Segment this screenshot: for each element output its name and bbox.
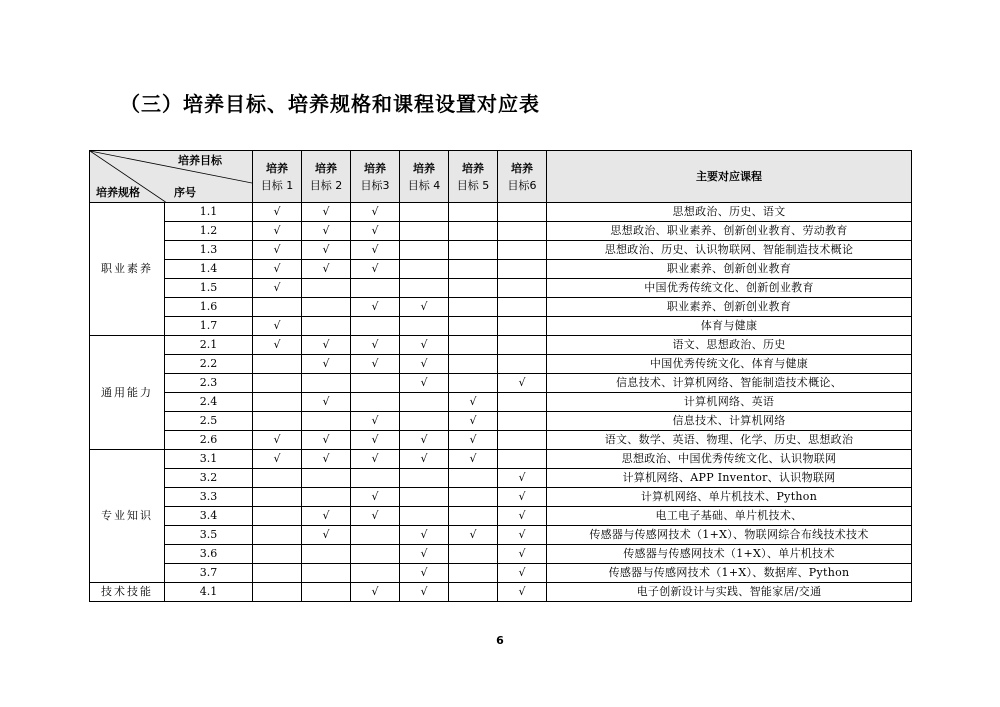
goal-header-6: 培养 目标6 [498,151,547,203]
check-mark: √ [302,450,351,469]
check-mark: √ [498,507,547,526]
table-row [90,298,912,317]
check-mark: √ [351,583,400,602]
empty-goal-cell [253,393,302,412]
table-row [90,469,912,488]
spec-group-label: 专业知识 [90,450,165,583]
empty-goal-cell [449,298,498,317]
row-number: 3.7 [165,564,253,583]
row-number: 3.1 [165,450,253,469]
main-courses-header: 主要对应课程 [547,151,912,203]
empty-goal-cell [498,450,547,469]
check-mark: √ [253,336,302,355]
row-number: 1.3 [165,241,253,260]
table-row [90,317,912,336]
empty-goal-cell [302,564,351,583]
empty-goal-cell [253,583,302,602]
page-number: 6 [496,634,504,647]
check-mark: √ [302,507,351,526]
table-row [90,526,912,545]
table-row [90,241,912,260]
main-courses-cell: 语文、思想政治、历史 [547,336,912,355]
empty-goal-cell [400,488,449,507]
main-courses-cell: 计算机网络、APP Inventor、认识物联网 [547,469,912,488]
empty-goal-cell [449,374,498,393]
row-number: 3.5 [165,526,253,545]
row-number: 2.2 [165,355,253,374]
check-mark: √ [498,488,547,507]
empty-goal-cell [498,298,547,317]
empty-goal-cell [498,412,547,431]
goals-courses-table [89,150,912,602]
empty-goal-cell [400,260,449,279]
main-courses-cell: 体育与健康 [547,317,912,336]
check-mark: √ [498,564,547,583]
table-row [90,355,912,374]
main-courses-cell: 语文、数学、英语、物理、化学、历史、思想政治 [547,431,912,450]
check-mark: √ [400,431,449,450]
empty-goal-cell [302,412,351,431]
empty-goal-cell [498,317,547,336]
check-mark: √ [351,412,400,431]
main-courses-cell: 思想政治、职业素养、创新创业教育、劳动教育 [547,222,912,241]
empty-goal-cell [449,260,498,279]
check-mark: √ [253,317,302,336]
row-number: 1.4 [165,260,253,279]
section-title: （三）培养目标、培养规格和课程设置对应表 [120,92,540,116]
main-courses-cell: 中国优秀传统文化、体育与健康 [547,355,912,374]
empty-goal-cell [351,374,400,393]
table-row [90,431,912,450]
check-mark: √ [351,260,400,279]
check-mark: √ [498,469,547,488]
row-number: 3.4 [165,507,253,526]
empty-goal-cell [449,469,498,488]
empty-goal-cell [498,203,547,222]
table-row [90,260,912,279]
main-courses-cell: 传感器与传感网技术（1+X）、数据库、Python [547,564,912,583]
check-mark: √ [302,241,351,260]
empty-goal-cell [449,488,498,507]
table-row [90,412,912,431]
table-row [90,545,912,564]
check-mark: √ [253,279,302,298]
check-mark: √ [400,336,449,355]
check-mark: √ [302,336,351,355]
empty-goal-cell [253,507,302,526]
spec-group-label: 通用能力 [90,336,165,450]
empty-goal-cell [253,564,302,583]
empty-goal-cell [498,260,547,279]
empty-goal-cell [253,469,302,488]
main-courses-cell: 计算机网络、英语 [547,393,912,412]
empty-goal-cell [498,222,547,241]
check-mark: √ [498,583,547,602]
check-mark: √ [400,545,449,564]
empty-goal-cell [498,336,547,355]
empty-goal-cell [253,412,302,431]
empty-goal-cell [400,317,449,336]
empty-goal-cell [400,203,449,222]
empty-goal-cell [449,564,498,583]
check-mark: √ [302,355,351,374]
check-mark: √ [302,431,351,450]
empty-goal-cell [351,393,400,412]
check-mark: √ [498,545,547,564]
table-row [90,507,912,526]
empty-goal-cell [400,412,449,431]
empty-goal-cell [302,488,351,507]
row-number: 1.5 [165,279,253,298]
main-courses-cell: 思想政治、历史、语文 [547,203,912,222]
main-courses-cell: 思想政治、历史、认识物联网、智能制造技术概论 [547,241,912,260]
main-courses-cell: 电子创新设计与实践、智能家居/交通 [547,583,912,602]
main-courses-cell: 中国优秀传统文化、创新创业教育 [547,279,912,298]
table-row [90,450,912,469]
empty-goal-cell [253,355,302,374]
check-mark: √ [302,260,351,279]
check-mark: √ [400,374,449,393]
table-row [90,203,912,222]
corner-label-number: 序号 [174,186,196,199]
row-number: 2.3 [165,374,253,393]
spec-group-label: 职业素养 [90,203,165,336]
check-mark: √ [351,507,400,526]
check-mark: √ [449,450,498,469]
empty-goal-cell [302,545,351,564]
empty-goal-cell [351,526,400,545]
empty-goal-cell [498,241,547,260]
table-row [90,279,912,298]
check-mark: √ [449,393,498,412]
goal-header-4: 培养 目标 4 [400,151,449,203]
empty-goal-cell [302,583,351,602]
empty-goal-cell [400,279,449,298]
empty-goal-cell [302,298,351,317]
row-number: 1.7 [165,317,253,336]
check-mark: √ [253,450,302,469]
empty-goal-cell [253,488,302,507]
check-mark: √ [351,222,400,241]
check-mark: √ [302,393,351,412]
empty-goal-cell [449,317,498,336]
empty-goal-cell [400,507,449,526]
empty-goal-cell [449,545,498,564]
main-courses-cell: 电工电子基础、单片机技术、 [547,507,912,526]
empty-goal-cell [400,469,449,488]
table-row [90,488,912,507]
empty-goal-cell [449,241,498,260]
empty-goal-cell [498,279,547,298]
main-courses-cell: 传感器与传感网技术（1+X）、物联网综合布线技术技术 [547,526,912,545]
table-row [90,564,912,583]
table-row [90,583,912,602]
check-mark: √ [253,260,302,279]
corner-label-goals: 培养目标 [178,154,222,167]
check-mark: √ [351,431,400,450]
empty-goal-cell [449,583,498,602]
row-number: 4.1 [165,583,253,602]
empty-goal-cell [302,279,351,298]
empty-goal-cell [449,279,498,298]
empty-goal-cell [400,222,449,241]
main-courses-cell: 信息技术、计算机网络 [547,412,912,431]
empty-goal-cell [498,355,547,374]
check-mark: √ [400,450,449,469]
check-mark: √ [400,564,449,583]
check-mark: √ [351,203,400,222]
table-row [90,336,912,355]
empty-goal-cell [302,469,351,488]
main-courses-cell: 职业素养、创新创业教育 [547,260,912,279]
check-mark: √ [351,298,400,317]
row-number: 3.2 [165,469,253,488]
row-number: 3.3 [165,488,253,507]
table-header-row [90,151,912,203]
goal-header-1: 培养 目标 1 [253,151,302,203]
empty-goal-cell [253,526,302,545]
empty-goal-cell [449,203,498,222]
check-mark: √ [449,412,498,431]
check-mark: √ [400,298,449,317]
empty-goal-cell [449,355,498,374]
table-row [90,374,912,393]
row-number: 1.6 [165,298,253,317]
empty-goal-cell [351,317,400,336]
row-number: 2.6 [165,431,253,450]
main-courses-cell: 信息技术、计算机网络、智能制造技术概论、 [547,374,912,393]
table-body [90,203,912,602]
main-courses-cell: 传感器与传感网技术（1+X）、单片机技术 [547,545,912,564]
corner-label-specs: 培养规格 [96,186,140,199]
main-courses-cell: 思想政治、中国优秀传统文化、认识物联网 [547,450,912,469]
empty-goal-cell [498,431,547,450]
empty-goal-cell [253,545,302,564]
diagonal-header-cell [90,151,253,203]
empty-goal-cell [449,507,498,526]
check-mark: √ [302,203,351,222]
check-mark: √ [351,450,400,469]
check-mark: √ [400,583,449,602]
check-mark: √ [253,431,302,450]
goal-header-5: 培养 目标 5 [449,151,498,203]
empty-goal-cell [253,374,302,393]
check-mark: √ [498,374,547,393]
row-number: 3.6 [165,545,253,564]
goal-header-2: 培养 目标 2 [302,151,351,203]
check-mark: √ [498,526,547,545]
row-number: 2.4 [165,393,253,412]
check-mark: √ [351,336,400,355]
row-number: 2.5 [165,412,253,431]
empty-goal-cell [449,336,498,355]
check-mark: √ [449,431,498,450]
check-mark: √ [351,241,400,260]
goal-header-3: 培养 目标3 [351,151,400,203]
check-mark: √ [449,526,498,545]
row-number: 1.1 [165,203,253,222]
main-courses-cell: 职业素养、创新创业教育 [547,298,912,317]
check-mark: √ [302,222,351,241]
spec-group-label: 技术技能 [90,583,165,602]
empty-goal-cell [351,564,400,583]
check-mark: √ [400,526,449,545]
check-mark: √ [400,355,449,374]
empty-goal-cell [400,393,449,412]
empty-goal-cell [498,393,547,412]
empty-goal-cell [400,241,449,260]
table-row [90,393,912,412]
empty-goal-cell [351,279,400,298]
table-row [90,222,912,241]
empty-goal-cell [351,469,400,488]
check-mark: √ [253,241,302,260]
empty-goal-cell [302,317,351,336]
check-mark: √ [253,222,302,241]
main-courses-cell: 计算机网络、单片机技术、Python [547,488,912,507]
empty-goal-cell [351,545,400,564]
check-mark: √ [351,488,400,507]
check-mark: √ [253,203,302,222]
empty-goal-cell [253,298,302,317]
empty-goal-cell [302,374,351,393]
row-number: 1.2 [165,222,253,241]
check-mark: √ [302,526,351,545]
check-mark: √ [351,355,400,374]
row-number: 2.1 [165,336,253,355]
empty-goal-cell [449,222,498,241]
